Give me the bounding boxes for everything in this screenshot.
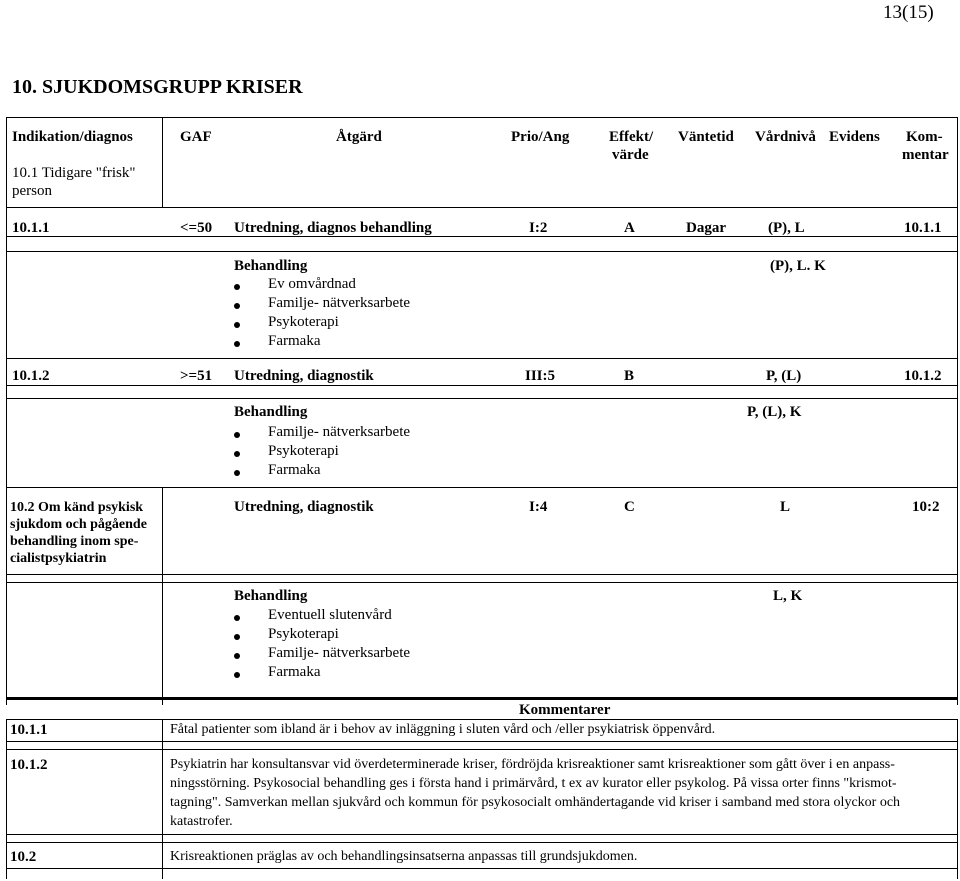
col-effekt: Effekt/ xyxy=(609,129,654,145)
col-atgard: Åtgärd xyxy=(336,129,382,145)
bullet-icon xyxy=(234,672,240,678)
comments-divider xyxy=(6,741,958,742)
row-id: 10.1.1 xyxy=(12,220,50,236)
row-divider xyxy=(6,385,958,386)
row-vardniva: (P), L xyxy=(768,220,805,236)
comments-bottom-border xyxy=(6,868,958,869)
row-divider xyxy=(6,251,958,252)
row-effekt: A xyxy=(624,220,635,236)
col-kommentar-2: mentar xyxy=(902,147,949,163)
comment-text-line: Psykiatrin har konsultansvar vid överdeterminerade kriser, fördröjda krisreaktioner samt krisreaktioner som gått över i en anpass- xyxy=(170,757,895,772)
comments-heading: Kommentarer xyxy=(519,702,611,718)
row-divider xyxy=(6,398,958,399)
treatment-item: Farmaka xyxy=(268,333,321,349)
row-diagnosis: cialistpsykiatrin xyxy=(10,551,107,566)
row-col-divider xyxy=(162,487,163,705)
col-vardniva: Vårdnivå xyxy=(755,129,816,145)
row-kommentar: 10:2 xyxy=(912,499,940,515)
row-diagnosis: behandling inom spe- xyxy=(10,534,139,549)
row-atgard: Utredning, diagnostik xyxy=(234,499,374,515)
row-divider xyxy=(6,358,958,359)
comments-left-border xyxy=(6,719,7,879)
comments-divider xyxy=(6,719,958,720)
table-left-border xyxy=(6,117,7,705)
comments-col-divider xyxy=(162,719,163,879)
bullet-icon xyxy=(234,322,240,328)
table-bottom-border xyxy=(6,697,958,700)
row-kommentar: 10.1.2 xyxy=(904,368,942,384)
row-diagnosis: sjukdom och pågående xyxy=(10,517,147,532)
bullet-icon xyxy=(234,284,240,290)
row-divider xyxy=(6,487,958,488)
col-prio: Prio/Ang xyxy=(511,129,570,145)
bullet-icon xyxy=(234,615,240,621)
bullet-icon xyxy=(234,634,240,640)
header-col-divider xyxy=(162,117,163,207)
comment-text-line: katastrofer. xyxy=(170,814,233,829)
treatment-heading: Behandling xyxy=(234,588,308,604)
section-title: 10. SJUKDOMSGRUPP KRISER xyxy=(12,76,303,98)
header-bottom-border xyxy=(6,207,958,208)
treatment-heading: Behandling xyxy=(234,404,308,420)
treatment-item: Ev omvårdnad xyxy=(268,276,356,292)
bullet-icon xyxy=(234,432,240,438)
diagnosis-label-2: person xyxy=(12,183,52,199)
table-right-border xyxy=(957,117,958,705)
comment-id: 10.1.1 xyxy=(10,722,48,738)
treatment-item: Psykoterapi xyxy=(268,626,339,642)
col-evidens: Evidens xyxy=(829,129,880,145)
row-effekt: C xyxy=(624,499,635,515)
col-kommentar: Kom- xyxy=(906,129,943,145)
treatment-item: Familje- nätverksarbete xyxy=(268,424,411,440)
diagnosis-label: 10.1 Tidigare "frisk" xyxy=(12,165,136,181)
treatment-item: Farmaka xyxy=(268,462,321,478)
comment-text-line: tagning". Samverkan mellan sjukvård och kommun för psykosocialt omhändertagande vid kriser i samband med stora olyckor och xyxy=(170,795,901,810)
bullet-icon xyxy=(234,451,240,457)
comment-text-line: ningsstörning. Psykosocial behandling ges i första hand i primärvård, t ex av kurator eller psykolog. På vissa orter finns "krismot- xyxy=(170,776,897,791)
bullet-icon xyxy=(234,653,240,659)
row-gaf: <=50 xyxy=(180,220,213,236)
row-effekt: B xyxy=(624,368,635,384)
comment-text: Fåtal patienter som ibland är i behov av inläggning i sluten vård och /eller psykiatrisk öppenvård. xyxy=(170,722,716,737)
row-prio: I:2 xyxy=(529,220,548,236)
treatment-vardniva: P, (L), K xyxy=(747,404,802,420)
col-effekt-2: värde xyxy=(612,147,649,163)
treatment-item: Familje- nätverksarbete xyxy=(268,295,411,311)
row-vardniva: P, (L) xyxy=(766,368,802,384)
row-divider xyxy=(6,582,958,583)
row-vantetid: Dagar xyxy=(686,220,726,236)
treatment-heading: Behandling xyxy=(234,258,308,274)
comment-id: 10.2 xyxy=(10,849,37,865)
row-divider xyxy=(6,574,958,575)
col-gaf: GAF xyxy=(180,129,212,145)
treatment-vardniva: L, K xyxy=(773,588,803,604)
comments-right-border xyxy=(957,719,958,879)
row-divider xyxy=(6,236,958,237)
treatment-item: Psykoterapi xyxy=(268,443,339,459)
bullet-icon xyxy=(234,303,240,309)
bullet-icon xyxy=(234,470,240,476)
comments-divider xyxy=(6,834,958,835)
row-id: 10.1.2 xyxy=(12,368,50,384)
comments-divider xyxy=(6,749,958,750)
treatment-item: Psykoterapi xyxy=(268,314,339,330)
row-atgard: Utredning, diagnos behandling xyxy=(234,220,432,236)
comments-divider xyxy=(6,842,958,843)
bullet-icon xyxy=(234,341,240,347)
col-indikation: Indikation/diagnos xyxy=(12,129,133,145)
treatment-item: Eventuell slutenvård xyxy=(268,607,392,623)
comment-text: Krisreaktionen präglas av och behandlingsinsatserna anpassas till grundsjukdomen. xyxy=(170,849,638,864)
row-prio: I:4 xyxy=(529,499,548,515)
col-vantetid: Väntetid xyxy=(678,129,734,145)
treatment-item: Familje- nätverksarbete xyxy=(268,645,411,661)
row-diagnosis: 10.2 Om känd psykisk xyxy=(10,500,144,515)
row-gaf: >=51 xyxy=(180,368,213,384)
row-atgard: Utredning, diagnostik xyxy=(234,368,374,384)
row-prio: III:5 xyxy=(525,368,556,384)
treatment-item: Farmaka xyxy=(268,664,321,680)
table-top-border xyxy=(6,117,958,118)
treatment-vardniva: (P), L. K xyxy=(770,258,826,274)
row-vardniva: L xyxy=(780,499,791,515)
page-number: 13(15) xyxy=(883,2,934,23)
row-kommentar: 10.1.1 xyxy=(904,220,942,236)
comment-id: 10.1.2 xyxy=(10,757,48,773)
